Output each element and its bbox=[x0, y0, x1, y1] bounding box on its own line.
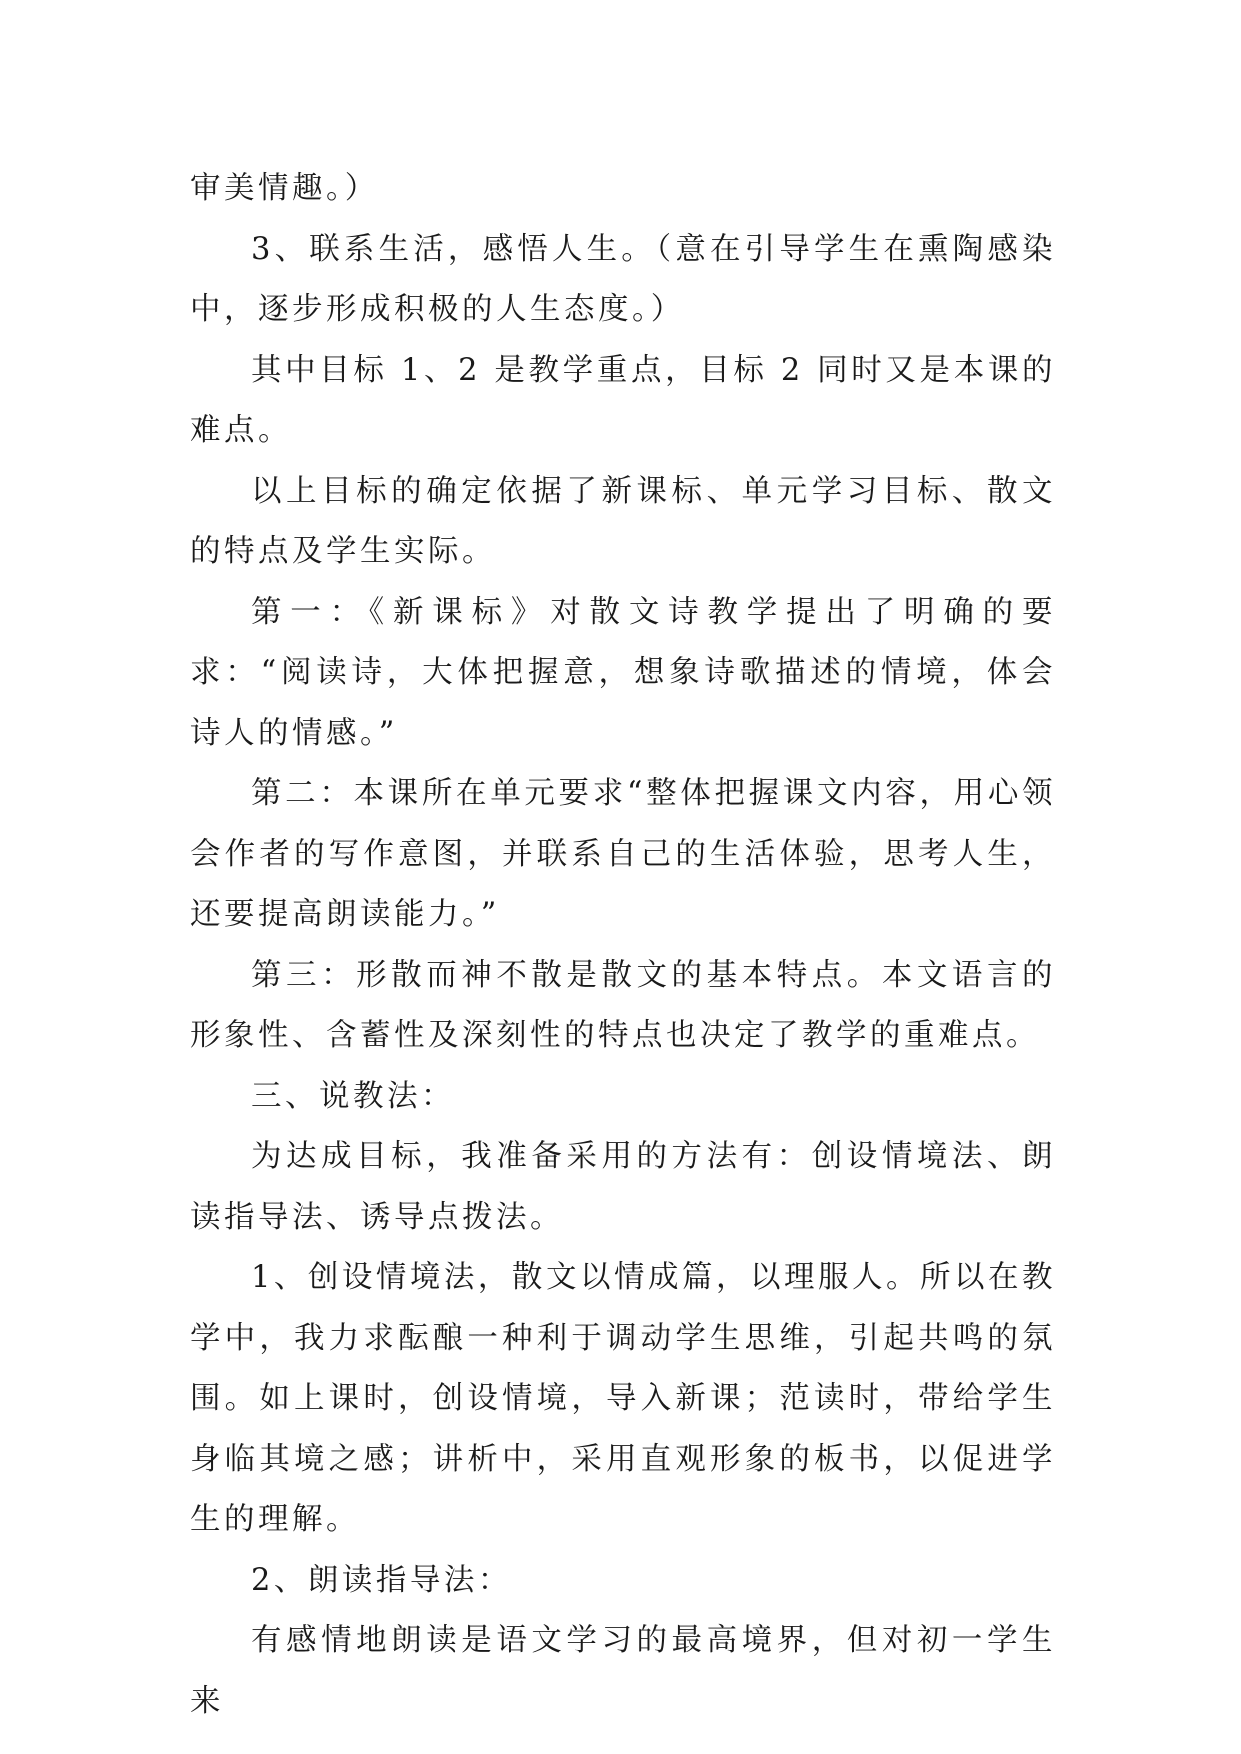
paragraph-reading: 有感情地朗读是语文学习的最高境界，但对初一学生来 bbox=[190, 1623, 1056, 1719]
paragraph-first: 第一：《新课标》对散文诗教学提出了明确的要求：“阅读诗，大体把握意，想象诗歌描述的情境，体会诗人的情感。” bbox=[190, 594, 1056, 751]
paragraph-method-2-heading: 2、朗读指导法： bbox=[251, 1562, 512, 1598]
paragraph-methods-intro: 为达成目标，我准备采用的方法有：创设情境法、朗读指导法、诱导点拨法。 bbox=[190, 1139, 1056, 1235]
paragraph-key-points: 其中目标 1、2 是教学重点，目标 2 同时又是本课的难点。 bbox=[190, 352, 1056, 448]
section-heading-teaching-methods: 三、说教法： bbox=[251, 1078, 455, 1114]
paragraph-basis: 以上目标的确定依据了新课标、单元学习目标、散文的特点及学生实际。 bbox=[190, 473, 1056, 569]
paragraph-third: 第三：形散而神不散是散文的基本特点。本文语言的形象性、含蓄性及深刻性的特点也决定了教学的重难点。 bbox=[190, 957, 1056, 1053]
paragraph-goal-3: 3、联系生活，感悟人生。（意在引导学生在熏陶感染中，逐步形成积极的人生态度。） bbox=[190, 231, 1056, 327]
body-text bbox=[190, 159, 1056, 1732]
paragraph-method-1: 1、创设情境法，散文以情成篇，以理服人。所以在教学中，我力求酝酿一种利于调动学生思维，引起共鸣的氛围。如上课时，创设情境，导入新课；范读时，带给学生身临其境之感；讲析中，采用直观形象的板书，以促进学生的理解。 bbox=[190, 1260, 1056, 1537]
paragraph-second: 第二：本课所在单元要求“整体把握课文内容，用心领会作者的写作意图，并联系自己的生活体验，思考人生，还要提高朗读能力。” bbox=[190, 776, 1056, 932]
paragraph-continuation: 审美情趣。） bbox=[190, 171, 379, 206]
